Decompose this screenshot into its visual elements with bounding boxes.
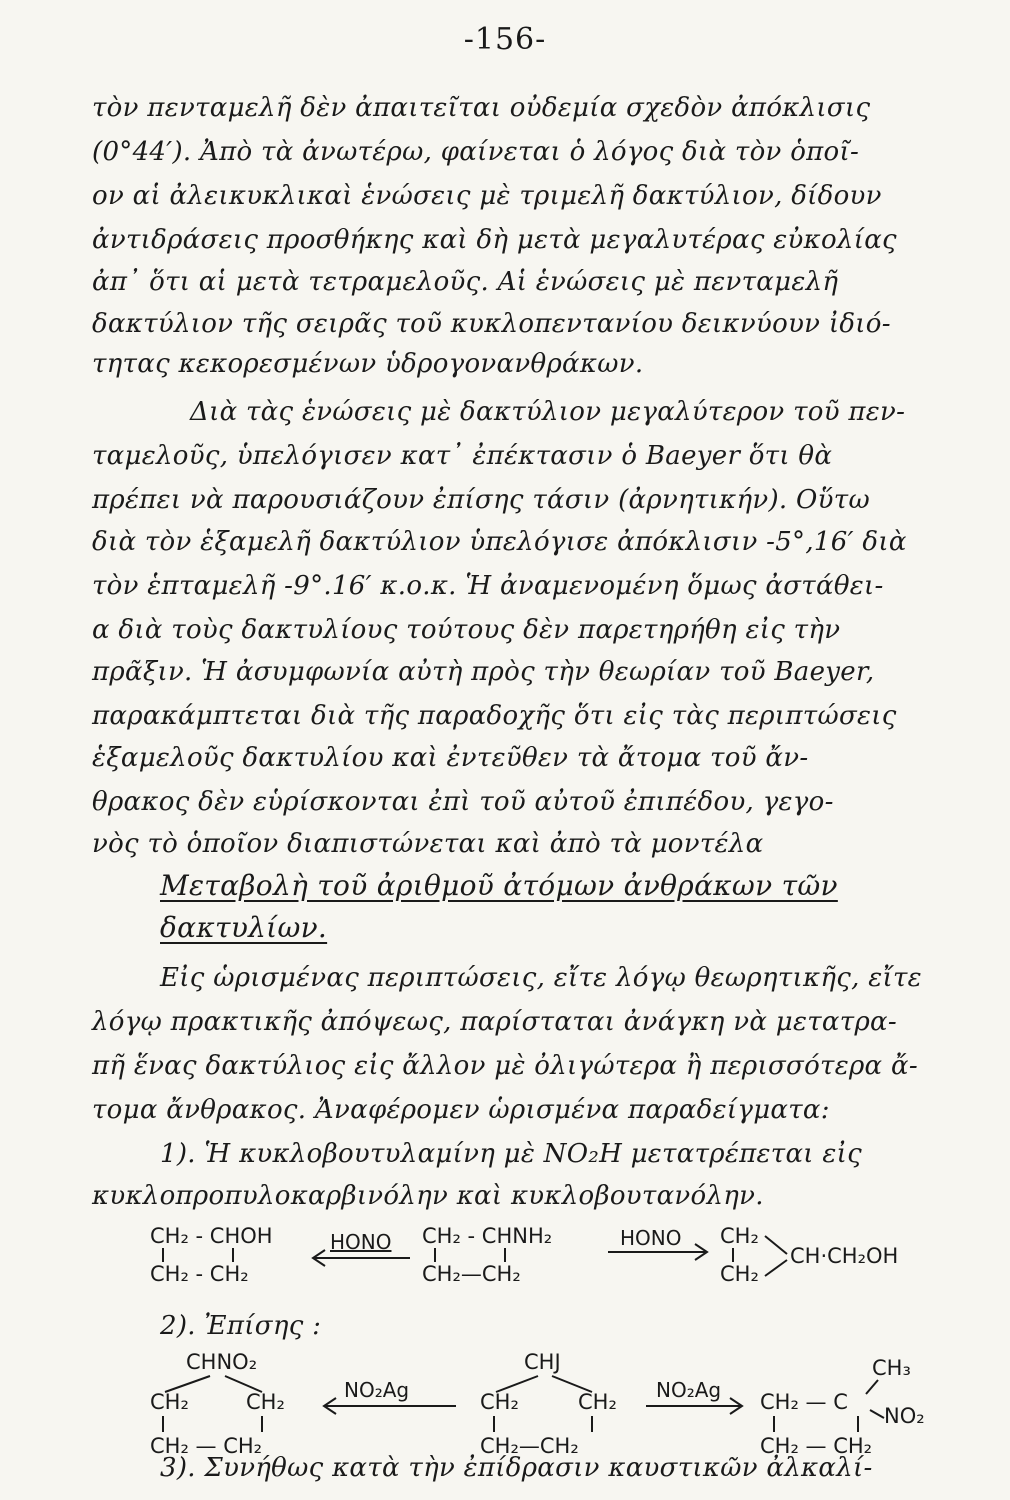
formula-amine-top: CH₂ - CHNH₂ [422, 1224, 553, 1248]
section-heading: Μεταβολὴ τοῦ ἀριθμοῦ ἀτόμων ἀνθράκων τῶν [160, 869, 838, 902]
text-line: λόγῳ πρακτικῆς ἀπόψεως, παρίσταται ἀνάγκη νὰ μετατρα- [92, 1007, 897, 1037]
formula-nitro-top: CHNO₂ [186, 1350, 258, 1374]
formula-iodide-bottom: CH₂—CH₂ [480, 1434, 579, 1458]
formula-product-top: CH₂ — C [760, 1390, 848, 1414]
text-line: τητας κεκορεσμένων ὑδρογονανθράκων. [92, 349, 644, 379]
text-line: κυκλοπροπυλοκαρβινόλην καὶ κυκλοβουτανόλην. [92, 1181, 764, 1211]
text-line: παρακάμπτεται διὰ τῆς παραδοχῆς ὅτι εἰς τὰς περιπτώσεις [92, 701, 897, 731]
text-line: ἀπ᾽ ὅτι αἱ μετὰ τετραμελοῦς. Αἱ ἑνώσεις μὲ πενταμελῆ [92, 267, 839, 297]
text-line: ταμελοῦς, ὑπελόγισεν κατ᾽ ἐπέκτασιν ὁ Baeyer ὅτι θὰ [92, 441, 833, 471]
formula-carbinol-top: CH₂ [720, 1224, 759, 1248]
text-line: Εἰς ὡρισμένας περιπτώσεις, εἴτε λόγῳ θεωρητικῆς, εἴτε [160, 963, 922, 993]
example-2-label: 2). Ἐπίσης : [160, 1311, 322, 1341]
text-line: ἀντιδράσεις προσθήκης καὶ δὴ μετὰ μεγαλυτέρας εὐκολίας [92, 225, 897, 255]
text-line: τὸν ἑπταμελῆ -9°.16′ κ.ο.κ. Ἡ ἀναμενομένη ὅμως ἀστάθει- [92, 571, 884, 601]
formula-nitro-bottom: CH₂ — CH₂ [150, 1434, 263, 1458]
text-line: Διὰ τὰς ἑνώσεις μὲ δακτύλιον μεγαλύτερον τοῦ πεν- [190, 397, 906, 427]
formula-methyl-group: CH₃ [872, 1356, 911, 1380]
text-line: πρέπει νὰ παρουσιάζουν ἐπίσης τάσιν (ἀρνητικήν). Οὕτω [92, 485, 870, 515]
reagent-label: HONO [330, 1230, 392, 1254]
text-line: τομα ἄνθρακος. Ἀναφέρομεν ὡρισμένα παραδείγματα: [92, 1095, 830, 1125]
formula-cyclobutanol-top: CH₂ - CHOH [150, 1224, 273, 1248]
page-number: -156- [463, 22, 547, 57]
text-line: ἑξαμελοῦς δακτυλίου καὶ ἐντεῦθεν τὰ ἄτομα τοῦ ἄν- [92, 743, 809, 773]
text-line: ον αἱ ἀλεικυκλικαὶ ἑνώσεις μὲ τριμελῆ δακτύλιον, δίδουν [92, 181, 882, 211]
text-line: διὰ τὸν ἑξαμελῆ δακτύλιον ὑπελόγισε ἀπόκλισιν -5°,16′ διὰ [92, 527, 907, 557]
text-line: δακτύλιον τῆς σειρᾶς τοῦ κυκλοπεντανίου δεικνύουν ἰδιό- [92, 309, 891, 339]
example-3-text: 3). Συνήθως κατὰ τὴν ἐπίδρασιν καυστικῶν ἀλκαλί- [160, 1453, 873, 1483]
formula-nitro-left: CH₂ [150, 1390, 189, 1414]
formula-cyclobutanol-bottom: CH₂ - CH₂ [150, 1262, 249, 1286]
text-line: (0°44′). Ἀπὸ τὰ ἀνωτέρω, φαίνεται ὁ λόγος διὰ τὸν ὁποῖ- [92, 137, 860, 167]
formula-nitro-right: CH₂ [246, 1390, 285, 1414]
text-line: πῆ ἕνας δακτύλιος εἰς ἄλλον μὲ ὀλιγώτερα ἢ περισσότερα ἄ- [92, 1051, 918, 1081]
reagent-label: HONO [620, 1226, 682, 1250]
formula-iodide-left: CH₂ [480, 1390, 519, 1414]
text-line: πρᾶξιν. Ἡ ἀσυμφωνία αὐτὴ πρὸς τὴν θεωρίαν τοῦ Baeyer, [92, 657, 875, 687]
formula-nitro-group: NO₂ [884, 1404, 925, 1428]
text-line: τὸν πενταμελῆ δὲν ἀπαιτεῖται οὐδεμία σχεδὸν ἀπόκλισις [92, 93, 871, 123]
formula-carbinol-bottom: CH₂ [720, 1262, 759, 1286]
formula-carbinol-tail: CH·CH₂OH [790, 1244, 899, 1268]
formula-product-bottom: CH₂ — CH₂ [760, 1434, 873, 1458]
formula-iodide-right: CH₂ [578, 1390, 617, 1414]
section-heading-cont: δακτυλίων. [160, 911, 328, 944]
formula-iodide-top: CHJ [524, 1350, 561, 1374]
reagent-label: NO₂Ag [344, 1378, 410, 1402]
formula-amine-bottom: CH₂—CH₂ [422, 1262, 521, 1286]
reagent-label: NO₂Ag [656, 1378, 722, 1402]
text-line: α διὰ τοὺς δακτυλίους τούτους δὲν παρετηρήθη εἰς τὴν [92, 615, 841, 645]
text-line: θρακος δὲν εὑρίσκονται ἐπὶ τοῦ αὐτοῦ ἐπιπέδου, γεγο- [92, 787, 834, 817]
text-line: νὸς τὸ ὁποῖον διαπιστώνεται καὶ ἀπὸ τὰ μοντέλα [92, 829, 764, 859]
example-1-text: 1). Ἡ κυκλοβουτυλαμίνη μὲ NO₂H μετατρέπεται εἰς [160, 1139, 862, 1169]
